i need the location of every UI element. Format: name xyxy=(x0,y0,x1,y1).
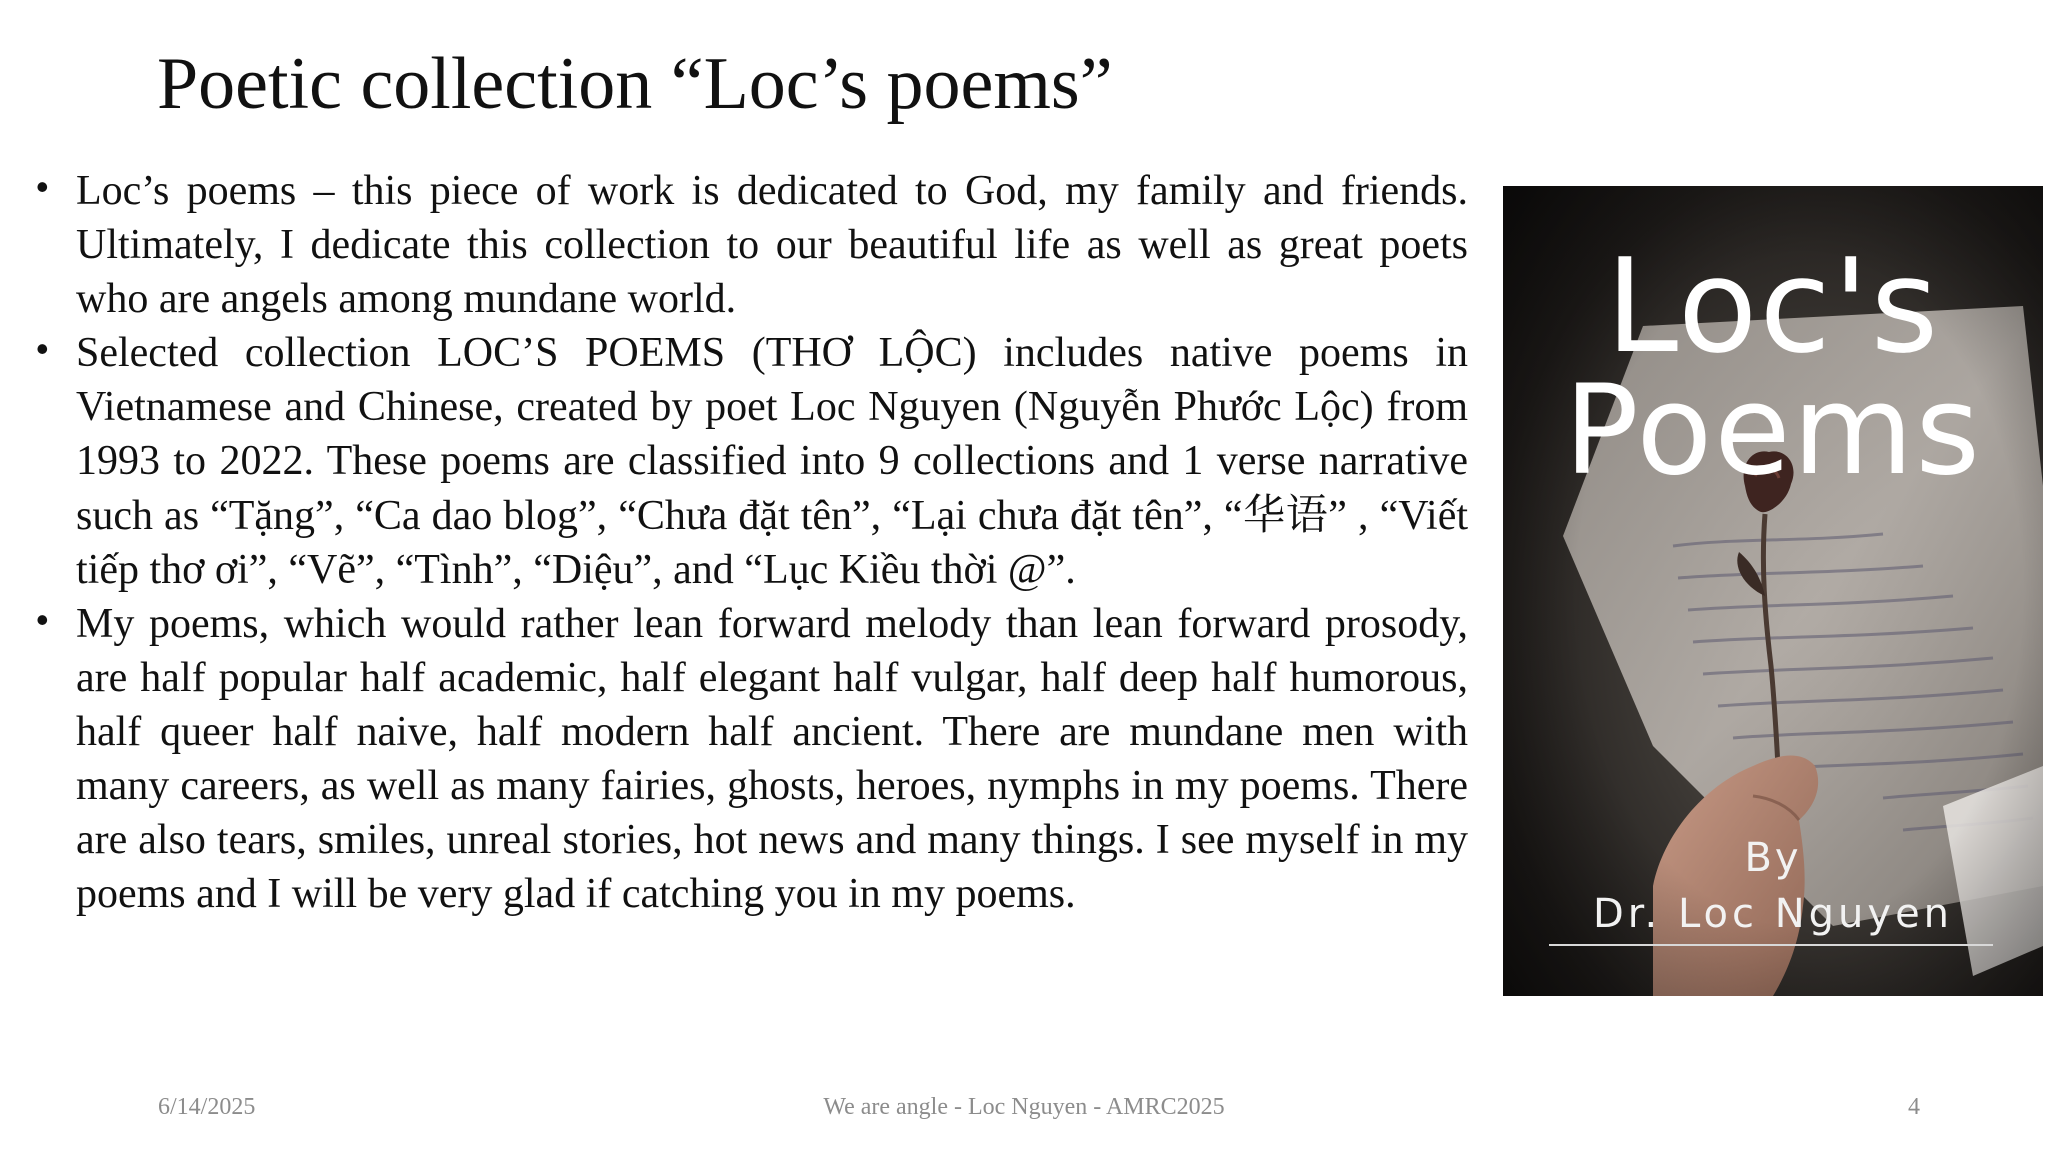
footer-caption: We are angle - Loc Nguyen - AMRC2025 xyxy=(823,1094,1225,1120)
footer-date: 6/14/2025 xyxy=(158,1094,256,1120)
slide-title: Poetic collection “Loc’s poems” xyxy=(157,43,1113,125)
bullet-item-dedication: • Loc’s poems – this piece of work is dedicated to God, my family and friends. Ultimately, I dedicate this collection to our beautiful life as well as great poets who are angels among mundane world. xyxy=(76,164,1468,326)
bullet-list xyxy=(76,164,1468,921)
cover-title-line-2: Poems xyxy=(1564,359,1982,503)
footer-page-number: 4 xyxy=(1908,1094,1920,1120)
bullet-text-cjk: 华语 xyxy=(1242,490,1329,539)
book-cover-image xyxy=(1503,186,2043,996)
bullet-item-description: • My poems, which would rather lean forward melody than lean forward prosody, are half popular half academic, half elegant half vulgar, half deep half humorous, half queer half naive, half modern half ancient. There are mundane men with many careers, as well as many fairies, ghosts, heroes, nymphs in my poems. There are also tears, smiles, unreal stories, hot news and many things. I see myself in my poems and I will be very glad if catching you in my poems. xyxy=(76,597,1468,921)
cover-title-line-1: Loc's xyxy=(1605,230,1941,382)
cover-divider xyxy=(1549,944,1993,946)
bullet-text-before-cjk: Selected collection LOC’S POEMS (THƠ LỘC) includes native poems in Vietnamese and Chinese, created by poet Loc Nguyen (Nguyễn Phước Lộc) from 1993 to 2022. These poems are classified into 9 collections and 1 verse narrative such as “Tặng”, “Ca dao blog”, “Chưa đặt tên”, “Lại chưa đặt tên”, “ xyxy=(76,330,1468,539)
bullet-text-after-cjk: ” , “Viết tiếp thơ ơi”, “Vẽ”, “Tình”, “Diệu”, and “Lục Kiều thời @”. xyxy=(76,493,1469,593)
cover-author-name: Dr. Loc Nguyen xyxy=(1592,891,1954,937)
cover-by-label: By xyxy=(1744,835,1802,881)
bullet-item-collection xyxy=(76,326,1468,597)
